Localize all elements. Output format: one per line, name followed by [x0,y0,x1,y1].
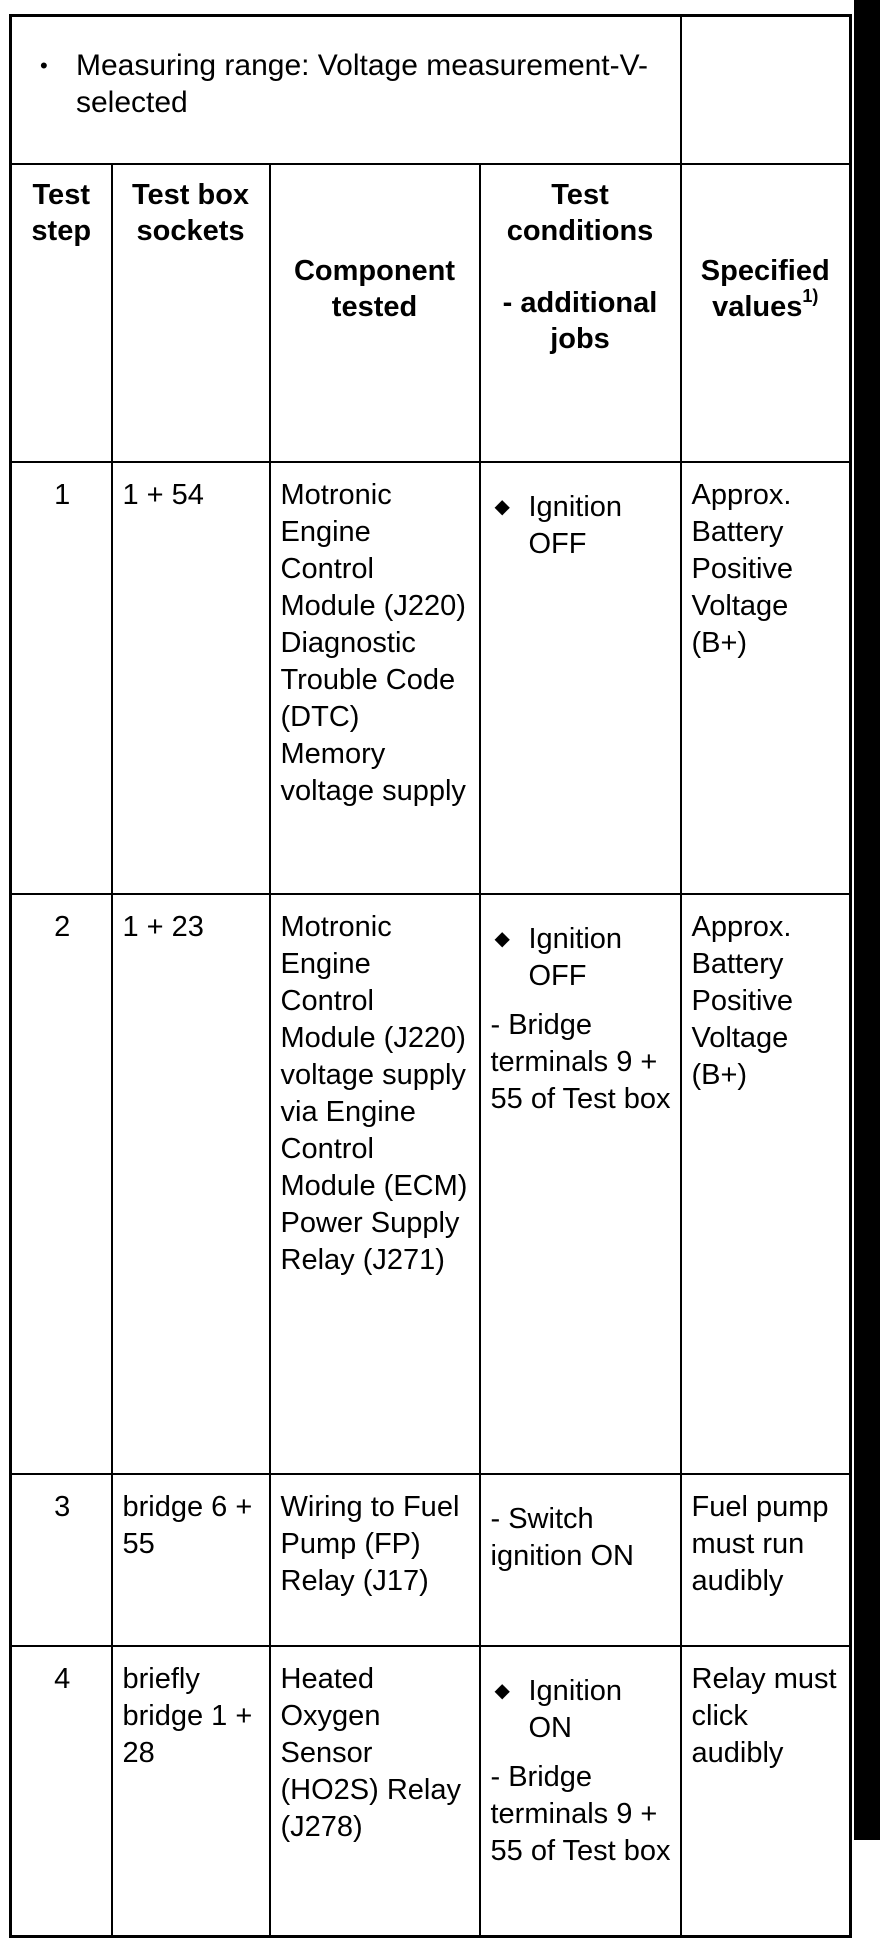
additional-job-text: - Bridge terminals 9 + 55 of Test box [490,1009,671,1115]
diamond-bullet-icon: ◆ [494,928,510,950]
header-conditions-line2: - additional jobs [502,287,658,355]
header-row [11,164,851,462]
header-test-box-sockets: Test box sockets [112,164,270,462]
header-component-tested: Component tested [270,164,480,462]
cell-conditions [480,1646,681,1936]
cell-component: Motronic Engine Control Module (J220) Diagnostic Trouble Code (DTC) Memory voltage supply [270,462,480,894]
cell-component: Heated Oxygen Sensor (HO2S) Relay (J278) [270,1646,480,1936]
cell-conditions [480,462,681,894]
cell-component: Motronic Engine Control Module (J220) voltage supply via Engine Control Module (ECM) Power Supply Relay (J271) [270,894,480,1474]
diamond-bullet-icon: ◆ [494,496,510,518]
cell-specified: Approx. Battery Positive Voltage (B+) [681,462,851,894]
table-row [11,1646,851,1936]
table-row [11,462,851,894]
condition-text: Ignition ON [528,1675,623,1744]
cell-sockets: 1 + 23 [112,894,270,1474]
header-specified-values [681,164,851,462]
cell-conditions [480,1474,681,1646]
cell-specified: Approx. Battery Positive Voltage (B+) [681,894,851,1474]
cell-step: 3 [11,1474,112,1646]
info-empty-cell [681,16,851,165]
cell-sockets: bridge 6 + 55 [112,1474,270,1646]
bullet-icon: • [40,53,48,78]
test-procedure-table [9,14,852,1938]
cell-step: 1 [11,462,112,894]
header-conditions-line1: Test conditions [506,179,654,247]
header-test-step: Test step [11,164,112,462]
cell-step: 2 [11,894,112,1474]
info-row [11,16,851,165]
cell-component: Wiring to Fuel Pump (FP) Relay (J17) [270,1474,480,1646]
cell-step: 4 [11,1646,112,1936]
cell-sockets: briefly bridge 1 + 28 [112,1646,270,1936]
cell-specified: Fuel pump must run audibly [681,1474,851,1646]
footnote-marker: 1) [802,286,819,306]
table-row [11,894,851,1474]
additional-job-text: - Switch ignition ON [490,1503,634,1572]
page-edge-bar [854,0,880,1840]
measuring-range-text: Measuring range: Voltage measurement-V- selected [76,49,648,119]
cell-specified: Relay must click audibly [681,1646,851,1936]
header-test-conditions [480,164,681,462]
header-specified-label: Specified values [700,255,830,323]
table-row [11,1474,851,1646]
cell-sockets: 1 + 54 [112,462,270,894]
measuring-range-note [11,16,681,165]
diamond-bullet-icon: ◆ [494,1680,510,1702]
condition-text: Ignition OFF [528,491,623,560]
condition-text: Ignition OFF [528,923,623,992]
additional-job-text: - Bridge terminals 9 + 55 of Test box [490,1761,671,1867]
cell-conditions [480,894,681,1474]
